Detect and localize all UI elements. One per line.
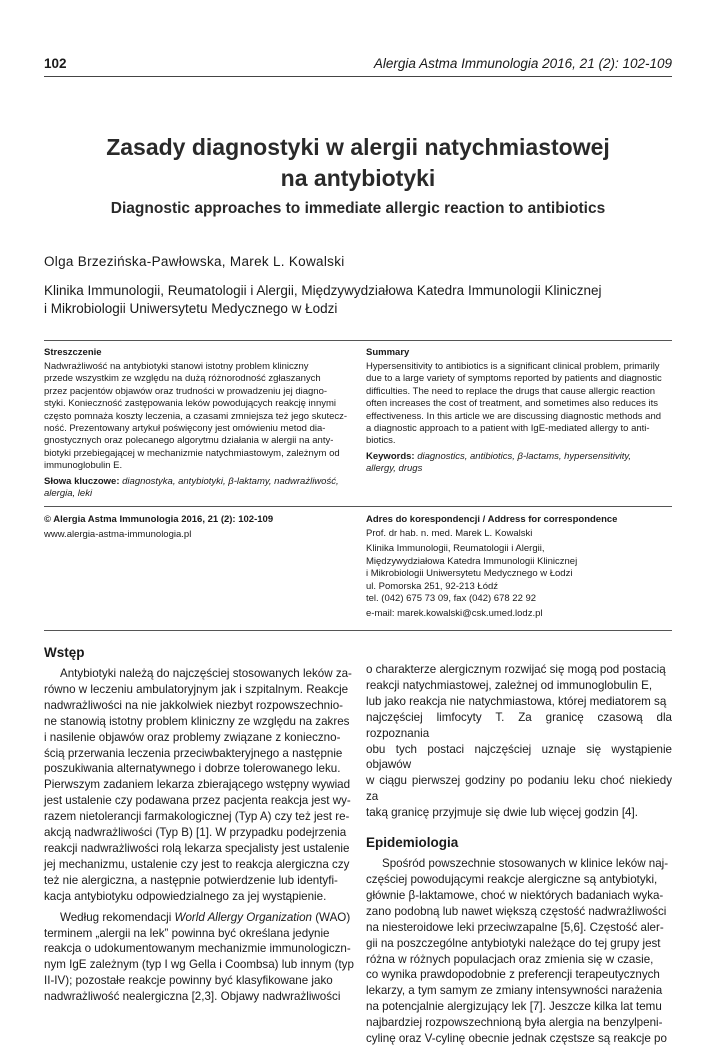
body-text-span: (WAO) xyxy=(311,910,351,924)
body-line: razem nietolerancji farmakologicznej (Typ A) czy też jest re- xyxy=(44,810,350,824)
abstract-line: due to a large variety of symptoms reported by patients and diagnostic xyxy=(366,373,662,385)
affiliation-line-1: Klinika Immunologii, Reumatologii i Alergii, Międzywydziałowa Katedra Immunologii Klinicznej xyxy=(44,283,602,298)
organization-name: World Allergy Organization xyxy=(174,910,312,924)
body-line: Pierwszym zadaniem lekarza zbierającego wstępny wywiad xyxy=(44,778,351,792)
abstract-line: a diagnostic approach to a patient with IgE-mediated allergy to anti- xyxy=(366,423,650,435)
correspondence-address xyxy=(366,543,672,605)
abstract-line: biotics. xyxy=(366,435,396,447)
body-line: ne stanowią istotny problem kliniczny ze względu na zakres xyxy=(44,714,350,728)
body-line: II-IV); pozostałe reakcje powinny być klasyfikowane jako xyxy=(44,974,333,988)
keywords-english xyxy=(366,451,672,463)
body-line: na niesteroidowe leki przeciwzapalne [5,6]. Częstość aler- xyxy=(366,920,664,934)
keywords-list: diagnostics, antibiotics, β-lactams, hypersensitivity, xyxy=(417,450,632,462)
abstract-top-divider xyxy=(44,340,672,341)
body-line: w ciągu pierwszej godziny po podaniu leku choć niekiedy za xyxy=(366,774,672,804)
body-line: kacja antybiotyku odpowiedzialnego za jej wystąpienie. xyxy=(44,889,327,903)
abstract-line: often increases the cost of treatment, and sometimes also reduces its xyxy=(366,398,659,410)
correspondence-block xyxy=(366,514,672,621)
address-line: tel. (042) 675 73 09, fax (042) 678 22 92 xyxy=(366,593,537,605)
abstract-line: styki. Konieczność zastępowania leków powodujących reakcję innymi xyxy=(44,398,337,410)
body-line: jej mechanizmu, ustalenie czy jest to reakcja alergiczna czy xyxy=(44,857,350,871)
body-text-span: Według rekomendacji xyxy=(60,910,175,924)
address-line: ul. Pomorska 251, 92-213 Łódź xyxy=(366,580,499,592)
abstract-line: immunoglobulin E. xyxy=(44,460,123,472)
authors: Olga Brzezińska-Pawłowska, Marek L. Kowalski xyxy=(44,254,345,269)
section-heading-epidemiology: Epidemiologia xyxy=(366,835,459,851)
body-line: Spośród powszechnie stosowanych w klinice leków naj- xyxy=(382,857,669,871)
keywords-list-continued: alergia, leki xyxy=(44,488,93,500)
copyright-notice: © Alergia Astma Immunologia 2016, 21 (2): 102-109 xyxy=(44,514,274,525)
body-line: jest ustalenie czy podawana przez pacjenta reakcja jest wy- xyxy=(44,794,351,808)
body-line: akcją nadwrażliwości (Typ B) [1]. W przypadku podejrzenia xyxy=(44,826,347,840)
body-line: obu tych postaci najczęściej uznaje się wystąpienie objawów xyxy=(366,742,672,772)
abstract-english-text xyxy=(366,361,672,476)
article-title-polish xyxy=(44,132,672,194)
correspondence-heading: Adres do korespondencji / Address for correspondence xyxy=(366,514,618,525)
body-line: i nasilenie objawów oraz problemy związane z konieczno- xyxy=(44,730,341,744)
body-column-left xyxy=(44,645,360,1005)
keywords-label: Keywords: xyxy=(366,450,415,462)
correspondence-email[interactable]: e-mail: marek.kowalski@csk.umed.lodz.pl xyxy=(366,608,543,620)
body-line: reakcji natychmiastowej, zależnej od immunoglobulin E, xyxy=(366,678,653,692)
body-line: różna w różnych populacjach oraz zmienia się w czasie, xyxy=(366,952,654,966)
abstract-bottom-divider xyxy=(44,506,672,507)
body-line: lub jako reakcja nie natychmiastowa, której mediatorem są xyxy=(366,694,667,708)
keywords-polish xyxy=(44,476,360,488)
abstract-line: effectiveness. In this article we are discussing diagnostic methods and xyxy=(366,410,662,422)
address-line: Klinika Immunologii, Reumatologii i Alergii, xyxy=(366,543,545,555)
body-column-right xyxy=(366,662,672,1047)
abstract-line: difficulties. The need to replace the drugs that cause allergic reaction xyxy=(366,385,656,397)
address-line: Międzywydziałowa Katedra Immunologii Klinicznej xyxy=(366,555,578,567)
abstract-line: ność. Prezentowany artykuł poświęcony jest omówieniu metod dia- xyxy=(44,423,326,435)
keywords-label: Słowa kluczowe: xyxy=(44,475,120,487)
keywords-list-continued: allergy, drugs xyxy=(366,463,423,475)
body-line: o charakterze alergicznym rozwijać się mogą pod postacią xyxy=(366,663,666,676)
correspondence-name: Prof. dr hab. n. med. Marek L. Kowalski xyxy=(366,528,533,539)
body-line: co wynika prawdopodobnie z preferencji terapeutycznych xyxy=(366,968,660,982)
abstract-line: Hypersensitivity to antibiotics is a significant clinical problem, primarily xyxy=(366,361,660,372)
abstract-english-heading: Summary xyxy=(366,347,410,358)
body-line: taką granicę przyjmuje się dwie lub więcej godzin [4]. xyxy=(366,806,638,820)
body-line: ścią przerwania leczenia przeciwbakteryjnego a następnie xyxy=(44,746,343,760)
body-top-divider xyxy=(44,630,672,631)
section-heading-introduction: Wstęp xyxy=(44,645,85,660)
epidemiology-text xyxy=(366,856,672,1047)
abstract-line: często pomnaża koszty leczenia, a czasami zmniejsza też jego skutecz- xyxy=(44,410,348,422)
body-line: nadwrażliwość nealergiczna [2,3]. Objawy nadwrażliwości xyxy=(44,990,341,1004)
body-line: poszukiwania alternatywnego i dobrze tolerowanego leku. xyxy=(44,762,341,776)
body-line: reakcji nadwrażliwości rolą lekarza specjalisty jest ustalenie xyxy=(44,841,350,855)
abstract-polish-text xyxy=(44,361,360,500)
title-line-1: Zasady diagnostyki w alergii natychmiastowej xyxy=(106,134,610,160)
body-line: reakcja o udokumentowanym mechanizmie immunologiczn- xyxy=(44,942,351,956)
abstract-polish xyxy=(44,347,360,500)
journal-reference: Alergia Astma Immunologia 2016, 21 (2): 102-109 xyxy=(373,56,672,71)
introduction-text-continued xyxy=(366,662,672,821)
abstract-english xyxy=(366,347,672,476)
abstract-line: przez pacjentów objawów oraz trudności w prowadzeniu jej diagno- xyxy=(44,385,328,397)
body-line: równo w leczeniu ambulatoryjnym jak i szpitalnym. Reakcje xyxy=(44,682,349,696)
page-number: 102 xyxy=(44,56,67,71)
keywords-list: diagnostyka, antybiotyki, β-laktamy, nadwrażliwość, xyxy=(122,475,339,487)
body-line: zano podobną lub nawet większą częstość nadwrażliwości xyxy=(366,904,667,918)
address-line: i Mikrobiologii Uniwersytetu Medycznego w Łodzi xyxy=(366,568,573,580)
body-line: nadwrażliwości na nie jakkolwiek niezbyt rozpowszechnio- xyxy=(44,698,343,712)
abstract-polish-heading: Streszczenie xyxy=(44,347,102,358)
title-line-2: na antybiotyki xyxy=(280,165,436,191)
body-line: Antybiotyki należą do najczęściej stosowanych leków za- xyxy=(60,667,352,680)
body-line: terminem „alergii na lek” powinna być określana jedynie xyxy=(44,926,330,940)
abstract-line: biotyki przebiegającej w mechanizmie natychmiastowym, zależnym od xyxy=(44,447,340,459)
affiliation xyxy=(44,282,672,318)
body-line: na potencjalnie alergizujący lek [7]. Jeszcze kilka lat temu xyxy=(366,1000,662,1014)
affiliation-line-2: i Mikrobiologii Uniwersytetu Medycznego w Łodzi xyxy=(44,301,338,316)
body-line: cylinę oraz V-cylinę obecnie jednak częstsze są reakcje po xyxy=(366,1032,667,1046)
header-divider xyxy=(44,76,672,77)
body-line: gii na poszczególne antybiotyki należące do tej grupy jest xyxy=(366,936,661,950)
abstract-line: Nadwrażliwość na antybiotyki stanowi istotny problem kliniczny xyxy=(44,361,309,372)
article-title-english: Diagnostic approaches to immediate allergic reaction to antibiotics xyxy=(110,200,606,217)
body-line: częściej powodującymi reakcje alergiczne są antybiotyki, xyxy=(366,872,658,886)
body-line: też nie alergiczna, a następnie potwierdzenie lub identyfi- xyxy=(44,873,338,887)
body-line: najbardziej rozpowszechnioną była alergia na benzylpeni- xyxy=(366,1016,663,1030)
introduction-text xyxy=(44,666,360,1005)
body-line: najczęściej limfocyty T. Za granicę czasową dla rozpoznania xyxy=(366,710,672,740)
body-line: lekarzy, a tym samym ze zmiany intensywności narażenia xyxy=(366,984,663,998)
journal-website-link[interactable]: www.alergia-astma-immunologia.pl xyxy=(44,529,192,541)
body-line xyxy=(44,910,360,926)
abstract-line: przede wszystkim ze względu na dużą różnorodność zgłaszanych xyxy=(44,373,321,385)
citation-block xyxy=(44,514,360,542)
body-line: nym IgE zależnym (typ I wg Gella i Coombsa) lub innym (typ xyxy=(44,958,354,972)
body-line: głównie β-laktamowe, choć w niektórych badaniach wyka- xyxy=(366,888,664,902)
abstract-line: gnostycznych oraz polecanego algorytmu działania w alergii na anty- xyxy=(44,435,334,447)
